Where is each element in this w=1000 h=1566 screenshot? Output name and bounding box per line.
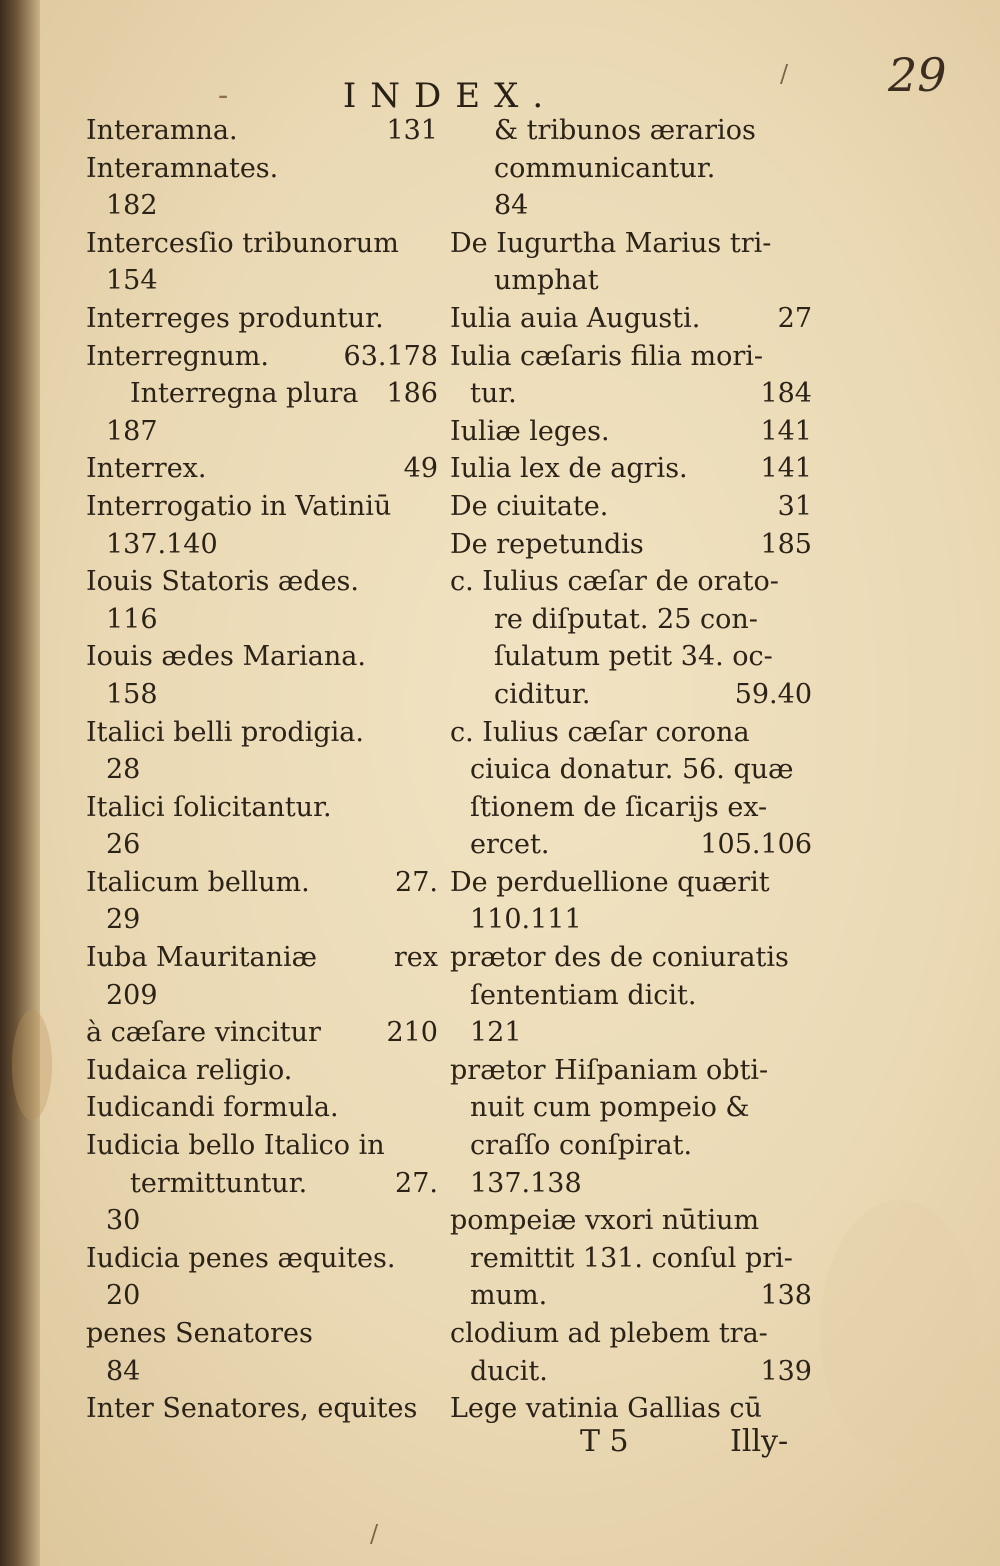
index-entry [450, 1240, 812, 1278]
index-entry-text: 20 [106, 1280, 141, 1312]
index-entry-text: Iudicandi formula. [86, 1092, 339, 1124]
index-entry [86, 1240, 438, 1278]
index-entry-text: Interregna plura [130, 378, 359, 410]
index-entry [450, 488, 812, 526]
index-entry-text: c. Iulius cæſar de orato- [450, 566, 779, 598]
index-entry-text: Interreges produntur. [86, 302, 384, 334]
index-entry [86, 751, 438, 789]
index-entry-text: communicantur. [494, 152, 716, 184]
index-entry-text: De perduellione quærit [450, 866, 770, 898]
index-entry-text: nuit cum pompeio & [470, 1092, 750, 1124]
index-entry-text: Iudaica religio. [86, 1054, 293, 1086]
index-entry [450, 714, 812, 752]
index-entry-page-ref: 27. [395, 866, 438, 898]
index-entry [86, 375, 438, 413]
index-entry-page-ref: 141 [760, 415, 812, 447]
index-entry-text: ducit. [470, 1355, 548, 1387]
paper-stain [820, 1200, 980, 1460]
index-entry [450, 112, 812, 150]
index-entry [450, 1127, 812, 1165]
catchword: Illy- [730, 1424, 789, 1459]
index-entry [86, 939, 438, 977]
index-entry [450, 676, 812, 714]
index-entry [86, 789, 438, 827]
index-entry-page-ref: 138 [760, 1280, 812, 1312]
index-entry [86, 601, 438, 639]
index-entry-text: Italici belli prodigia. [86, 716, 364, 748]
index-entry-page-ref: 27 [777, 302, 812, 334]
index-entry-page-ref: 141 [760, 453, 812, 485]
index-entry [86, 1089, 438, 1127]
index-entry [450, 262, 812, 300]
index-entry [450, 939, 812, 977]
index-entry [450, 450, 812, 488]
index-entry-text: clodium ad plebem tra- [450, 1318, 768, 1349]
index-entry [86, 225, 438, 263]
index-entry-text: ciditur. [494, 678, 591, 710]
index-entry-text: 182 [106, 190, 158, 222]
index-entry-text: & tribunos ærarios [494, 115, 756, 146]
index-entry [450, 1390, 812, 1428]
index-entry [86, 338, 438, 376]
index-entry [450, 751, 812, 789]
index-entry-text: ſulatum petit 34. oc- [494, 641, 773, 673]
page-number: 29 [888, 48, 947, 102]
index-entry [450, 1165, 812, 1203]
index-column-right [450, 112, 812, 1428]
index-entry [86, 1165, 438, 1203]
book-gutter [0, 0, 40, 1566]
index-entry-text: re diſputat. 25 con- [494, 603, 758, 635]
index-entry-text: De Iugurtha Marius tri- [450, 227, 772, 259]
index-entry-text: Iulia cæſaris filia mori- [450, 340, 764, 372]
index-entry-text: Iudicia penes æquites. [86, 1242, 396, 1274]
ink-mark: / [370, 1520, 379, 1548]
index-entry [86, 638, 438, 676]
index-entry [86, 1014, 438, 1052]
index-entry-page-ref: 105.106 [700, 829, 812, 861]
index-entry-text: 84 [106, 1355, 141, 1387]
index-entry-text: ciuica donatur. 56. quæ [470, 754, 794, 786]
index-entry-text: c. Iulius cæſar corona [450, 716, 750, 748]
index-entry-text: umphat [494, 265, 599, 297]
index-entry [86, 262, 438, 300]
index-entry-text: 158 [106, 678, 158, 710]
index-entry-text: ſtionem de ſicarijs ex- [470, 791, 768, 823]
paper-stain [12, 1010, 52, 1120]
index-entry-text: 209 [106, 979, 158, 1011]
index-entry [450, 977, 812, 1015]
index-entry [86, 112, 438, 150]
index-entry-text: 29 [106, 904, 141, 936]
index-entry-text: Iulia auia Augusti. [450, 302, 701, 334]
index-entry [86, 300, 438, 338]
index-entry-text: mum. [470, 1280, 548, 1312]
index-entry-text: Interrogatio in Vatiniū [86, 490, 392, 522]
index-entry-text: 84 [494, 190, 529, 222]
index-entry-text: Iouis ædes Mariana. [86, 641, 366, 673]
index-entry [450, 601, 812, 639]
index-entry-text: 28 [106, 754, 141, 786]
index-entry-text: craſſo conſpirat. [470, 1130, 693, 1162]
index-entry [450, 826, 812, 864]
index-entry-page-ref: 139 [760, 1355, 812, 1387]
index-entry-text: Interregnum. [86, 340, 269, 372]
signature-mark: T 5 [580, 1424, 629, 1459]
index-entry-text: ſententiam dicit. [470, 979, 697, 1011]
index-entry-page-ref: 49 [403, 453, 438, 485]
index-entry-text: Iouis Statoris ædes. [86, 566, 359, 598]
index-entry-text: 30 [106, 1205, 141, 1237]
index-entry [450, 1202, 812, 1240]
index-entry [86, 901, 438, 939]
index-entry [86, 676, 438, 714]
index-entry-page-ref: 31 [777, 490, 812, 522]
index-column-left [86, 112, 438, 1428]
index-entry-text: Iuliæ leges. [450, 415, 610, 447]
index-entry-page-ref: 131 [386, 115, 438, 146]
index-entry [450, 1315, 812, 1353]
index-entry [86, 526, 438, 564]
index-entry [86, 413, 438, 451]
index-entry [86, 1052, 438, 1090]
index-entry [450, 1014, 812, 1052]
index-entry [86, 714, 438, 752]
index-entry-page-ref: 186 [386, 378, 438, 410]
index-entry-text: 121 [470, 1017, 522, 1049]
index-entry-text: Interamnates. [86, 152, 279, 184]
index-entry-page-ref: 59.40 [734, 678, 812, 710]
index-entry-text: Interrex. [86, 453, 207, 485]
index-entry-text: Iudicia bello Italico in [86, 1130, 385, 1162]
index-entry [86, 864, 438, 902]
index-entry-text: pompeiæ vxori nūtium [450, 1205, 760, 1237]
index-entry-text: tur. [470, 378, 517, 410]
index-entry [86, 1277, 438, 1315]
index-entry [450, 638, 812, 676]
index-entry [450, 338, 812, 376]
index-entry [86, 1315, 438, 1353]
index-entry-text: Intercesſio tribunorum [86, 227, 399, 259]
index-entry-text: 137.140 [106, 528, 218, 560]
index-entry [86, 488, 438, 526]
index-entry-text: 154 [106, 265, 158, 297]
index-entry [86, 150, 438, 188]
ink-mark: / [780, 60, 789, 88]
index-entry [86, 563, 438, 601]
header-dash: - [218, 78, 229, 113]
index-entry-page-ref: rex [393, 942, 438, 974]
index-entry [450, 225, 812, 263]
index-entry-page-ref: 185 [760, 528, 812, 560]
index-entry [450, 789, 812, 827]
index-entry-page-ref: 27. [395, 1167, 438, 1199]
index-entry-text: Interamna. [86, 115, 238, 146]
index-entry [86, 1202, 438, 1240]
index-entry-page-ref: 63.178 [343, 340, 438, 372]
index-entry [86, 826, 438, 864]
index-entry [450, 1353, 812, 1391]
index-entry-text: 110.111 [470, 904, 582, 936]
index-entry-text: 116 [106, 603, 158, 635]
index-entry [450, 1277, 812, 1315]
index-entry [450, 187, 812, 225]
index-entry-text: remittit 131. conſul pri- [470, 1242, 793, 1274]
index-entry-text: ercet. [470, 829, 550, 861]
index-entry [86, 1390, 438, 1428]
index-entry [450, 526, 812, 564]
index-entry-text: Lege vatinia Gallias cū [450, 1393, 762, 1425]
index-entry [86, 977, 438, 1015]
index-entry-text: Italici ſolicitantur. [86, 791, 332, 823]
index-entry-text: Iulia lex de agris. [450, 453, 688, 485]
index-entry [450, 300, 812, 338]
index-entry-page-ref: 210 [386, 1017, 438, 1049]
index-entry [450, 563, 812, 601]
index-entry-text: 187 [106, 415, 158, 447]
index-entry [86, 1353, 438, 1391]
index-entry-text: Italicum bellum. [86, 866, 310, 898]
index-entry-text: prætor Hiſpaniam obti- [450, 1054, 769, 1086]
index-entry [450, 864, 812, 902]
index-entry-page-ref: 184 [760, 378, 812, 410]
index-entry-text: Inter Senatores, equites [86, 1393, 418, 1425]
page-title: INDEX. [342, 76, 558, 116]
index-entry [86, 450, 438, 488]
index-entry-text: à cæſare vincitur [86, 1017, 321, 1049]
index-entry [450, 1089, 812, 1127]
index-entry [450, 375, 812, 413]
index-entry [86, 187, 438, 225]
index-entry-text: penes Senatores [86, 1318, 313, 1349]
index-entry [450, 150, 812, 188]
index-entry [450, 413, 812, 451]
index-entry-text: termittuntur. [130, 1167, 308, 1199]
index-entry-text: De ciuitate. [450, 490, 609, 522]
index-entry-text: 26 [106, 829, 141, 861]
index-entry-text: De repetundis [450, 528, 644, 560]
index-entry-text: 137.138 [470, 1167, 582, 1199]
index-entry [86, 1127, 438, 1165]
index-entry [450, 1052, 812, 1090]
index-entry [450, 901, 812, 939]
index-entry-text: Iuba Mauritaniæ [86, 942, 318, 974]
index-entry-text: prætor des de coniuratis [450, 942, 789, 974]
